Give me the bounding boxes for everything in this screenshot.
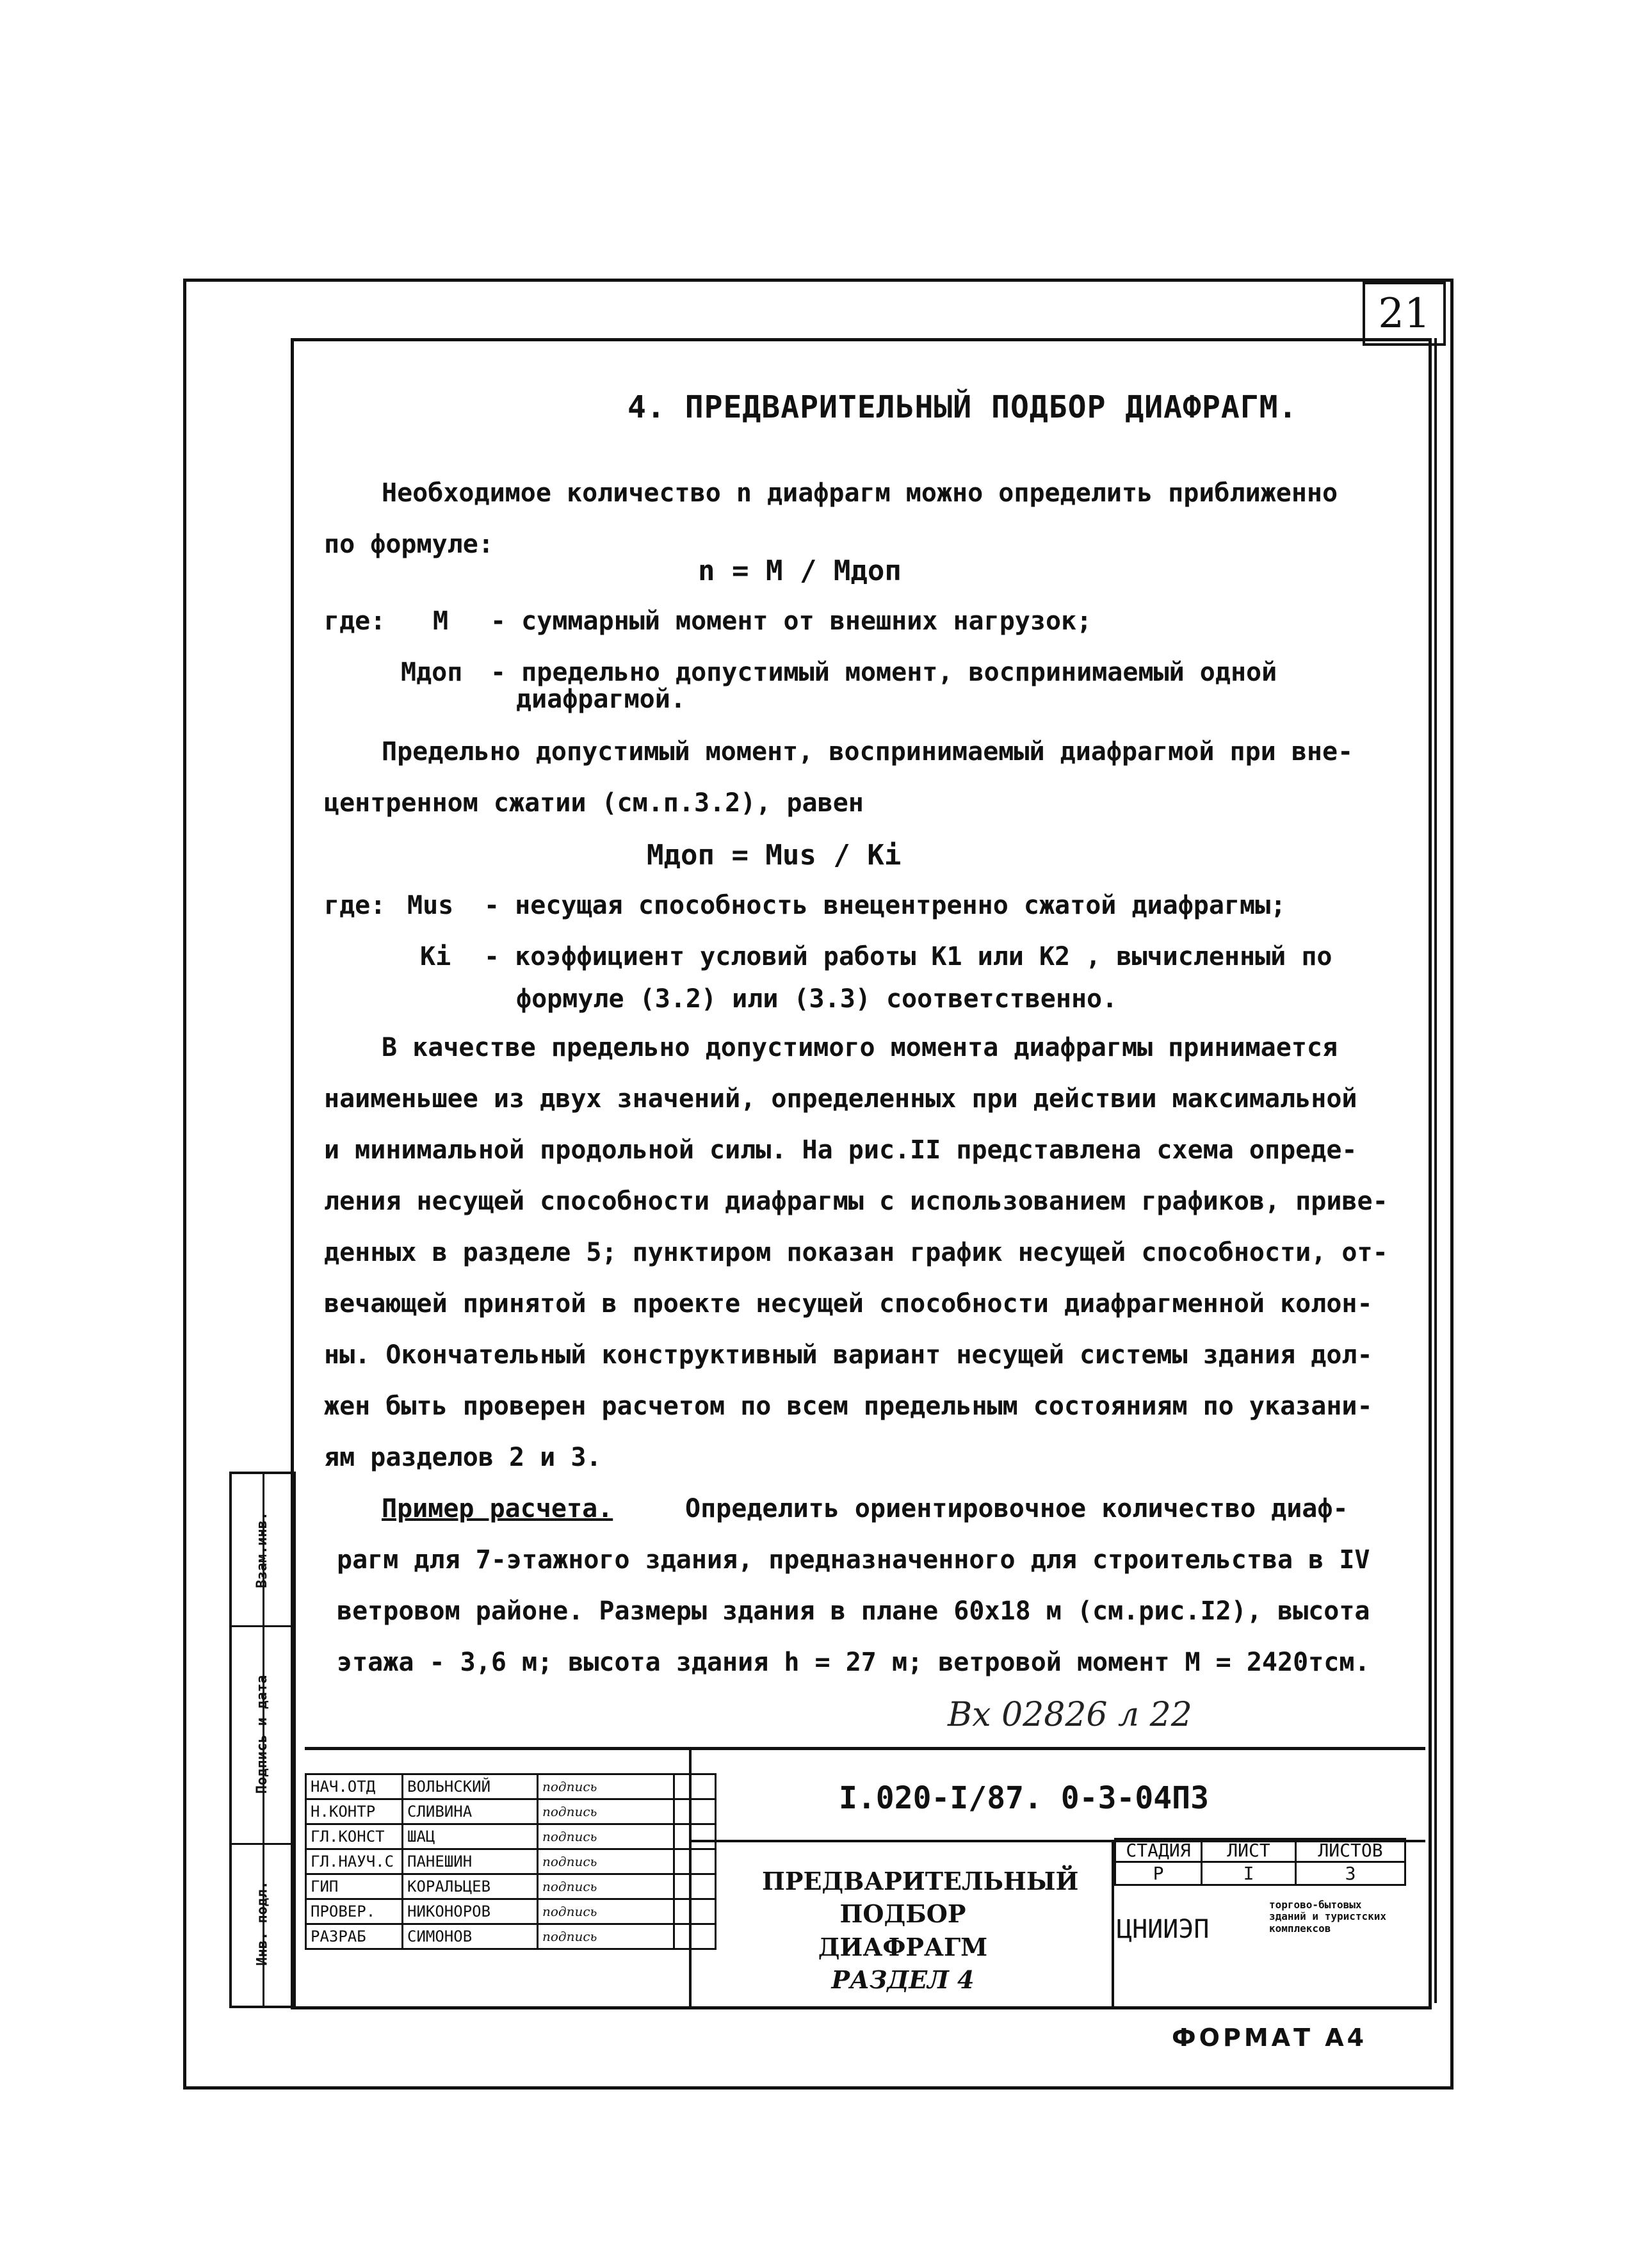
text-line: Определить ориентировочное количество диаф-	[685, 1494, 1348, 1523]
signature-row	[306, 1774, 716, 1799]
sheets-label: ЛИСТОВ	[1296, 1839, 1405, 1862]
title-line: ПОДБОР ДИАФРАГМ	[818, 1899, 988, 1961]
organization-note: торгово-бытовых зданий и туристских комплексов	[1269, 1899, 1387, 1935]
signature-sig: подпись	[538, 1874, 674, 1899]
document-code: I.020-I/87. 0-3-04ПЗ	[839, 1780, 1209, 1816]
text-line: Необходимое количество n диафрагм можно определить приближенно	[382, 478, 1338, 508]
signature-sig: подпись	[538, 1849, 674, 1874]
where-label: где:	[324, 606, 386, 636]
text-line: жен быть проверен расчетом по всем предельным состояниям по указани-	[324, 1392, 1373, 1421]
text-line: Предельно допустимый момент, воспринимаемый диафрагмой при вне-	[382, 737, 1354, 767]
signature-row	[306, 1849, 716, 1874]
sheets-value: 3	[1296, 1862, 1405, 1885]
signature-name: ПАНЕШИН	[403, 1849, 538, 1874]
text-line: ям разделов 2 и 3.	[324, 1443, 602, 1472]
text-line: - коэффициент условий работы K1 или K2 , вычисленный по	[484, 942, 1332, 971]
signature-name: СЛИВИНА	[403, 1799, 538, 1824]
title-line: РАЗДЕЛ 4	[831, 1965, 975, 1994]
text-line: ветровом районе. Размеры здания в плане 60х18 м (см.рис.I2), высота	[337, 1596, 1370, 1626]
signature-date	[674, 1774, 716, 1799]
stage-table	[1114, 1838, 1406, 1886]
signature-row	[306, 1874, 716, 1899]
text-line: наименьшее из двух значений, определенных при действии максимальной	[324, 1084, 1357, 1114]
document-title	[762, 1865, 1079, 1996]
side-stamp-replace: Взам.инв.	[232, 1474, 293, 1627]
sheet-label: ЛИСТ	[1202, 1839, 1296, 1862]
signature-name: КОРАЛЬЦЕВ	[403, 1874, 538, 1899]
organization: ЦНИИЭП	[1117, 1915, 1210, 1944]
example-heading: Пример расчета.	[382, 1494, 613, 1523]
signature-table	[305, 1773, 717, 1950]
title-line: ПРЕДВАРИТЕЛЬНЫЙ	[762, 1867, 1079, 1895]
signature-sig: подпись	[538, 1774, 674, 1799]
signature-row	[306, 1899, 716, 1924]
sheet-value: I	[1202, 1862, 1296, 1885]
signature-name: ШАЦ	[403, 1824, 538, 1849]
signature-row	[306, 1824, 716, 1849]
signature-role: ГИП	[306, 1874, 403, 1899]
side-stamp-inv: Инв. подл.	[254, 1880, 271, 1966]
text-line: - несущая способность внецентренно сжатой диафрагмы;	[484, 891, 1286, 920]
text-line: центренном сжатии (см.п.3.2), равен	[324, 788, 864, 818]
stage-value: Р	[1115, 1862, 1202, 1885]
signature-role: Н.КОНТР	[306, 1799, 403, 1824]
signature-role: НАЧ.ОТД	[306, 1774, 403, 1799]
signature-sig: подпись	[538, 1799, 674, 1824]
signature-date	[674, 1899, 716, 1924]
text-line: и минимальной продольной силы. На рис.II представлена схема опреде-	[324, 1135, 1357, 1165]
text-line: денных в разделе 5; пунктиром показан график несущей способности, от-	[324, 1238, 1388, 1267]
signature-name: НИКОНОРОВ	[403, 1899, 538, 1924]
symbol: Ki	[420, 942, 451, 971]
signature-row	[306, 1924, 716, 1949]
signature-date	[674, 1824, 716, 1849]
text-line: В качестве предельно допустимого момента диафрагмы принимается	[382, 1033, 1338, 1062]
signature-name: СИМОНОВ	[403, 1924, 538, 1949]
signature-name: ВОЛЬНСКИЙ	[403, 1774, 538, 1799]
text-line: вечающей принятой в проекте несущей способности диафрагменной колон-	[324, 1289, 1373, 1319]
signature-date	[674, 1849, 716, 1874]
stage-label: СТАДИЯ	[1115, 1839, 1202, 1862]
signature-date	[674, 1799, 716, 1824]
signature-date	[674, 1924, 716, 1949]
signature-role: ПРОВЕР.	[306, 1899, 403, 1924]
text-line: ны. Окончательный конструктивный вариант несущей системы здания дол-	[324, 1340, 1373, 1370]
paper-format: ФОРМАТ А4	[1172, 2024, 1368, 2052]
text-line: - суммарный момент от внешних нагрузок;	[490, 606, 1092, 636]
signature-sig: подпись	[538, 1924, 674, 1949]
signature-role: РАЗРАБ	[306, 1924, 403, 1949]
text-line: диафрагмой.	[516, 685, 686, 714]
formula-mdop: Mдоп = Mus / Ki	[647, 839, 902, 872]
signature-role: ГЛ.НАУЧ.С	[306, 1849, 403, 1874]
sheet-number: 21	[1363, 282, 1446, 346]
signature-row	[306, 1799, 716, 1824]
text-line: рагм для 7-этажного здания, предназначенного для строительства в IV	[337, 1545, 1370, 1575]
signature-date	[674, 1874, 716, 1899]
side-stamp	[229, 1472, 296, 2008]
text-line: этажа - 3,6 м; высота здания h = 27 м; ветровой момент M = 2420тсм.	[337, 1648, 1370, 1677]
symbol: Mus	[407, 891, 454, 920]
signature-sig: подпись	[538, 1824, 674, 1849]
symbol: Mдоп	[401, 658, 463, 687]
side-stamp-sign: Подпись и дата	[232, 1625, 293, 1845]
text-line: по формуле:	[324, 530, 494, 559]
symbol: M	[433, 606, 449, 636]
text-line: формуле (3.2) или (3.3) соответственно.	[516, 984, 1118, 1014]
handwritten-note: Вх 02826 л 22	[948, 1696, 1192, 1734]
section-heading: 4. ПРЕДВАРИТЕЛЬНЫЙ ПОДБОР ДИАФРАГМ.	[628, 389, 1298, 425]
signature-sig: подпись	[538, 1899, 674, 1924]
divider	[689, 1750, 692, 2006]
text-line: ления несущей способности диафрагмы с использованием графиков, приве-	[324, 1187, 1388, 1216]
signature-role: ГЛ.КОНСТ	[306, 1824, 403, 1849]
frame-edge	[1425, 338, 1437, 2003]
text-line: - предельно допустимый момент, воспринимаемый одной	[490, 658, 1277, 687]
where-label: где:	[324, 891, 386, 920]
formula-n: n = M / Mдоп	[698, 555, 902, 587]
